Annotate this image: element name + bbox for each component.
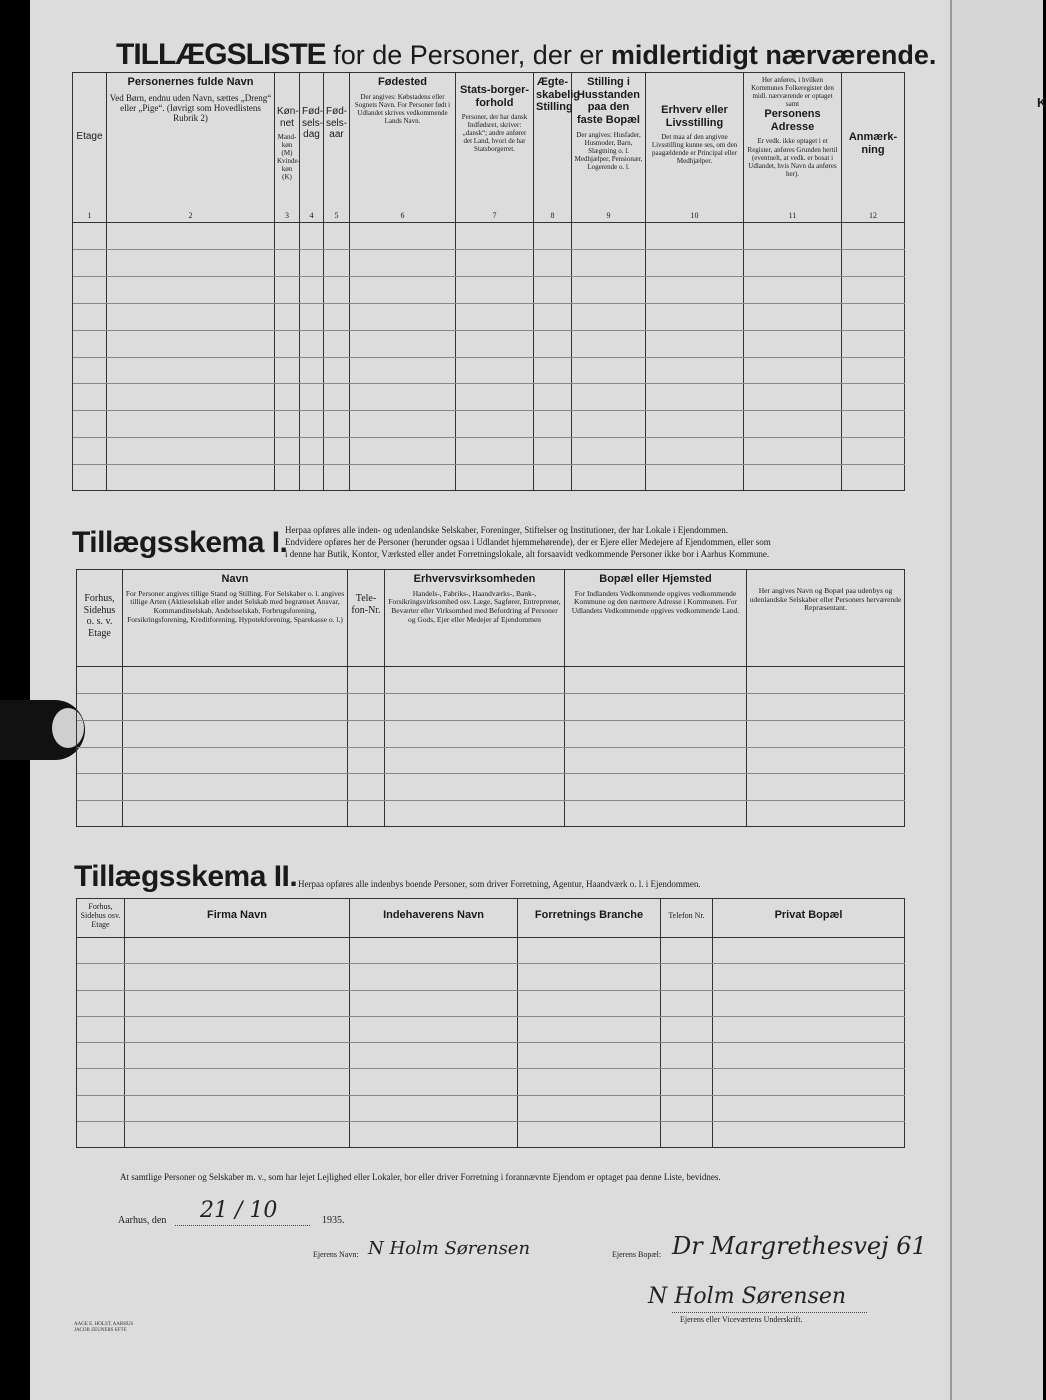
- skema1-col-header: [348, 570, 385, 667]
- col-subtext: Der angives: Husfader, Husmoder, Barn, Slægtning o. l. Medhjælper, Pensionær, Logerende o. l.: [574, 130, 643, 171]
- col-heading: Navn: [221, 573, 249, 585]
- col-number: 10: [690, 210, 699, 220]
- col-heading: Erhvervsvirksomheden: [413, 573, 536, 585]
- col-number: 4: [309, 210, 314, 220]
- col-subtext: Er vedk. ikke optaget i et Register, anføres Grunden hertil (eventuelt, at vedk. er bosat i Udlandet, hvis Navn da anføres her).: [747, 137, 838, 178]
- ruled-line: [77, 747, 905, 748]
- col-number: 2: [188, 210, 193, 220]
- skema2-col-header: [77, 899, 125, 938]
- ruled-line: [73, 249, 905, 250]
- col-subtext: For Personer angives tillige Stand og Stilling. For Selskaber o. l. angives tillige Arten (Aktieselskab eller andet Selskab med begrænset Ansvar, Kommanditselskab, Andelsselskab, Forbrugsforening, Forsikringsforening, Kreditforening, Hypotekforening, Sparekasse o. l.): [125, 588, 345, 624]
- ruled-line: [77, 1042, 905, 1043]
- skema1-desc: Herpaa opføres alle inden- og udenlandske Selskaber, Foreninger, Stiftelser og Institutioner, der har Lokale i Ejendommen. Endvidere opføres her de Personer (herunder ogsaa i Udlandet hjemmehørende), der er Ejere eller Medejere af Ejendommen, eller som i denne har Butik, Kontor, Værksted eller andet Forretningslokale, alt forsaavidt vedkommende Personer ikke bor i Aarhus Kommune.: [285, 525, 771, 560]
- main-col-header: [744, 73, 842, 223]
- skema2-title: Tillægsskema II.: [74, 860, 298, 893]
- adjacent-page: K: [950, 0, 1043, 1400]
- col-number: 7: [492, 210, 497, 220]
- col-heading: Tele-fon-Nr.: [351, 593, 381, 616]
- skema1-col-header: [747, 570, 905, 667]
- skema2-col-header: [518, 899, 661, 938]
- col-heading: Bopæl eller Hjemsted: [599, 573, 712, 585]
- main-col-header: [107, 73, 275, 223]
- ruled-line: [77, 720, 905, 721]
- main-col-header: [842, 73, 905, 223]
- col-heading: Privat Bopæl: [774, 909, 843, 922]
- skema1-title: Tillægsskema I.: [72, 526, 288, 559]
- ruled-line: [77, 963, 905, 964]
- col-heading: Anmærk-ning: [848, 131, 898, 156]
- ruled-line: [73, 303, 905, 304]
- skema1-col-header: [77, 570, 123, 667]
- skema1-col-header: [385, 570, 565, 667]
- main-col-header: [324, 73, 350, 223]
- col-heading: Forretnings Branche: [534, 909, 644, 922]
- col-number: 1: [87, 210, 92, 220]
- col-heading: Firma Navn: [207, 909, 267, 922]
- skema2-desc: Herpaa opføres alle indenbys boende Personer, som driver Forretning, Agentur, Haandværk o. l. i Ejendommen.: [298, 879, 701, 889]
- col-heading: Fødested: [378, 76, 427, 88]
- col-heading: Køn-net: [277, 106, 299, 129]
- col-heading: Indehaverens Navn: [383, 909, 484, 922]
- ruled-line: [77, 1121, 905, 1122]
- col-heading: Etage: [76, 131, 103, 142]
- place-date: Aarhus, den: [118, 1215, 167, 1226]
- ruled-line: [73, 410, 905, 411]
- ruled-line: [77, 800, 905, 801]
- col-subtext: Der angives: Købstadens eller Sognets Navn. For Personer født i Udlandet skrives vedkommende Lands Navn.: [354, 92, 451, 125]
- signature-label: Ejerens eller Viceværtens Underskrift.: [680, 1315, 803, 1324]
- col-subtext: Her anføres, i hvilken Kommunes Folkeregister den midl. nærværende er optaget samt: [751, 76, 834, 109]
- ruled-line: [73, 276, 905, 277]
- main-col-header: [456, 73, 534, 223]
- col-heading: Forhus, Sidehus osv. Etage: [80, 902, 121, 930]
- col-heading: Stats-borger-forhold: [459, 84, 530, 109]
- col-subtext: Handels-, Fabriks-, Haandværks-, Bank-, Forsikringsvirksomhed osv. Læge, Sagfører, Entreprenør, Beværter eller Virksomhed med Befordring af Personer og Gods, Ejer eller Medejer af Ejendommen: [388, 588, 561, 624]
- skema2-col-header: [713, 899, 905, 938]
- col-heading: Ægte-skabelig Stilling: [536, 76, 581, 114]
- col-subtext: Ved Børn, endnu uden Navn, sættes „Dreng“ eller „Pige“. (Iøvrigt som Hovedlistens Rubrik 2): [109, 92, 272, 124]
- col-heading: Stilling i Husstanden paa den faste Bopæl: [577, 76, 640, 126]
- ruled-line: [73, 437, 905, 438]
- ruled-line: [73, 383, 905, 384]
- col-number: 9: [606, 210, 611, 220]
- ruled-line: [77, 693, 905, 694]
- col-number: 5: [334, 210, 339, 220]
- skema2-col-header: [661, 899, 713, 938]
- col-heading: Forhus, Sidehus o. s. v. Etage: [83, 593, 116, 639]
- main-col-header: [646, 73, 744, 223]
- col-number: 11: [788, 210, 797, 220]
- main-col-header: [350, 73, 456, 223]
- address-handwritten: Dr Margrethesvej 61: [672, 1232, 927, 1260]
- skema1-col-header: [123, 570, 348, 667]
- col-subtext: Det maa af den angivne Livsstilling kunne ses, om den paagældende er Principal eller Medhjælper.: [651, 133, 738, 166]
- col-subtext: Her angives Navn og Bopæl paa udenbys og udenlandske Selskaber eller Personers herværende Repræsentant.: [749, 586, 902, 613]
- ruled-line: [73, 464, 905, 465]
- date-line: [175, 1225, 310, 1226]
- ruled-line: [77, 990, 905, 991]
- ruled-line: [77, 1068, 905, 1069]
- main-col-header: [300, 73, 324, 223]
- col-number: 8: [550, 210, 555, 220]
- col-heading: Fød-sels-aar: [326, 106, 348, 140]
- main-col-header: [275, 73, 300, 223]
- year: 1935.: [322, 1215, 345, 1226]
- ruled-line: [77, 773, 905, 774]
- col-number: 6: [400, 210, 405, 220]
- col-subtext: For Indlandets Vedkommende opgives vedkommende Kommune og den nærmere Adresse i Kommunen. For Udlandets Vedkommende opgives vedkommende Land.: [571, 588, 740, 615]
- owner-label: Ejerens Navn:: [313, 1250, 359, 1259]
- col-subtext: Personer, der har dansk Indfødsret, skriver: „dansk“; andre anfører det Land, hvori de har Statsborgerret.: [461, 113, 528, 154]
- col-subtext: Mand-køn (M) Kvinde-køn (K): [277, 133, 300, 182]
- date-handwritten: 21 / 10: [200, 1198, 278, 1223]
- signature-handwritten: N Holm Sørensen: [648, 1284, 847, 1309]
- col-number: 12: [869, 210, 877, 220]
- skema2-col-header: [125, 899, 350, 938]
- skema2-col-header: [350, 899, 518, 938]
- printer-mark: AAGE E. HOLST, AARHUS JACOB ZEUNERS EFTF.: [74, 1322, 134, 1333]
- ruled-line: [73, 357, 905, 358]
- main-col-header: [534, 73, 581, 223]
- signature-line: [672, 1312, 867, 1313]
- main-col-header: [73, 73, 107, 223]
- skema1-col-header: [565, 570, 747, 667]
- main-table: [72, 72, 905, 491]
- ruled-line: [77, 1016, 905, 1017]
- main-col-header: [572, 73, 646, 223]
- col-number: 3: [285, 210, 289, 220]
- col-heading: Telefon Nr.: [668, 911, 705, 921]
- declaration: At samtlige Personer og Selskaber m. v., som har lejet Lejlighed eller Lokaler, bor eller driver Forretning i forannævnte Ejendom er optaget paa denne Liste, bevidnes.: [120, 1172, 721, 1182]
- col-heading: Personens Adresse: [764, 108, 821, 133]
- col-heading: Fød-sels-dag: [302, 106, 324, 140]
- owner-handwritten: N Holm Sørensen: [368, 1238, 531, 1259]
- ruled-line: [77, 1095, 905, 1096]
- thumb: [0, 700, 85, 760]
- skema2-table: [76, 898, 905, 1148]
- address-label: Ejerens Bopæl:: [612, 1250, 662, 1259]
- form-title: TILLÆGSLISTE for de Personer, der er midlertidigt nærværende.: [116, 38, 937, 71]
- col-heading: Erhverv eller Livsstilling: [661, 104, 728, 129]
- skema1-table: [76, 569, 905, 827]
- col-heading: Personernes fulde Navn: [127, 76, 254, 88]
- ruled-line: [73, 330, 905, 331]
